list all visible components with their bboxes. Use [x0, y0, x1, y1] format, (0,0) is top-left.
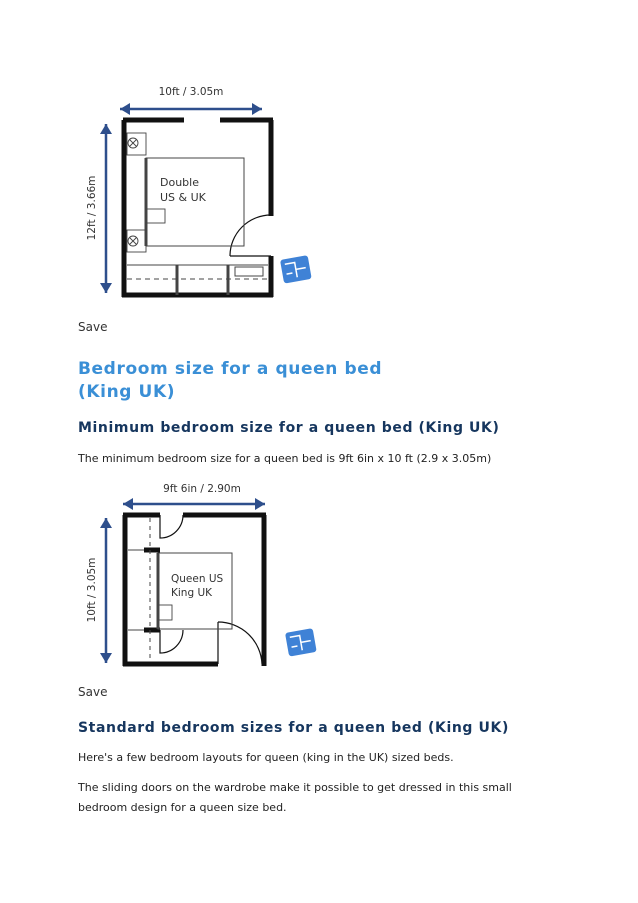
- site-logo-icon: [285, 628, 317, 656]
- paragraph-layouts-intro: Here's a few bedroom layouts for queen (king in the UK) sized beds.: [78, 751, 454, 764]
- paragraph-minimum-size: The minimum bedroom size for a queen bed is 9ft 6in x 10 ft (2.9 x 3.05m): [78, 452, 492, 465]
- height-dimension-label: 12ft / 3.66m: [86, 175, 98, 241]
- site-logo-icon: [280, 255, 312, 283]
- bed-label: US & UK: [160, 191, 206, 204]
- bed-label: Queen US: [171, 573, 224, 585]
- door: [230, 215, 271, 256]
- section-title-line: Bedroom size for a queen bed: [78, 359, 383, 379]
- subheading-minimum-size: Minimum bedroom size for a queen bed (King UK): [78, 420, 500, 436]
- wardrobe: [127, 265, 268, 295]
- save-link[interactable]: Save: [78, 685, 108, 699]
- width-dimension-label: 10ft / 3.05m: [158, 86, 224, 98]
- height-dimension-label: 10ft / 3.05m: [86, 557, 98, 623]
- pillow: [146, 209, 165, 223]
- nightstand: [158, 605, 172, 620]
- section-title: [78, 358, 558, 404]
- width-dimension-label: 9ft 6in / 2.90m: [163, 483, 241, 495]
- section-title-line: (King UK): [78, 382, 176, 402]
- bed-label: Double: [160, 176, 199, 189]
- save-link[interactable]: Save: [78, 320, 108, 334]
- floor-plan-queen-bed: [80, 478, 330, 673]
- nightstand-lamps: [127, 133, 146, 252]
- subheading-standard-sizes: Standard bedroom sizes for a queen bed (King UK): [78, 720, 509, 736]
- bed-label: King UK: [171, 587, 213, 599]
- floor-plan-double-bed: [80, 78, 330, 303]
- paragraph-sliding-doors: The sliding doors on the wardrobe make it possible to get dressed in this small bedroom design for a queen size bed.: [78, 781, 512, 814]
